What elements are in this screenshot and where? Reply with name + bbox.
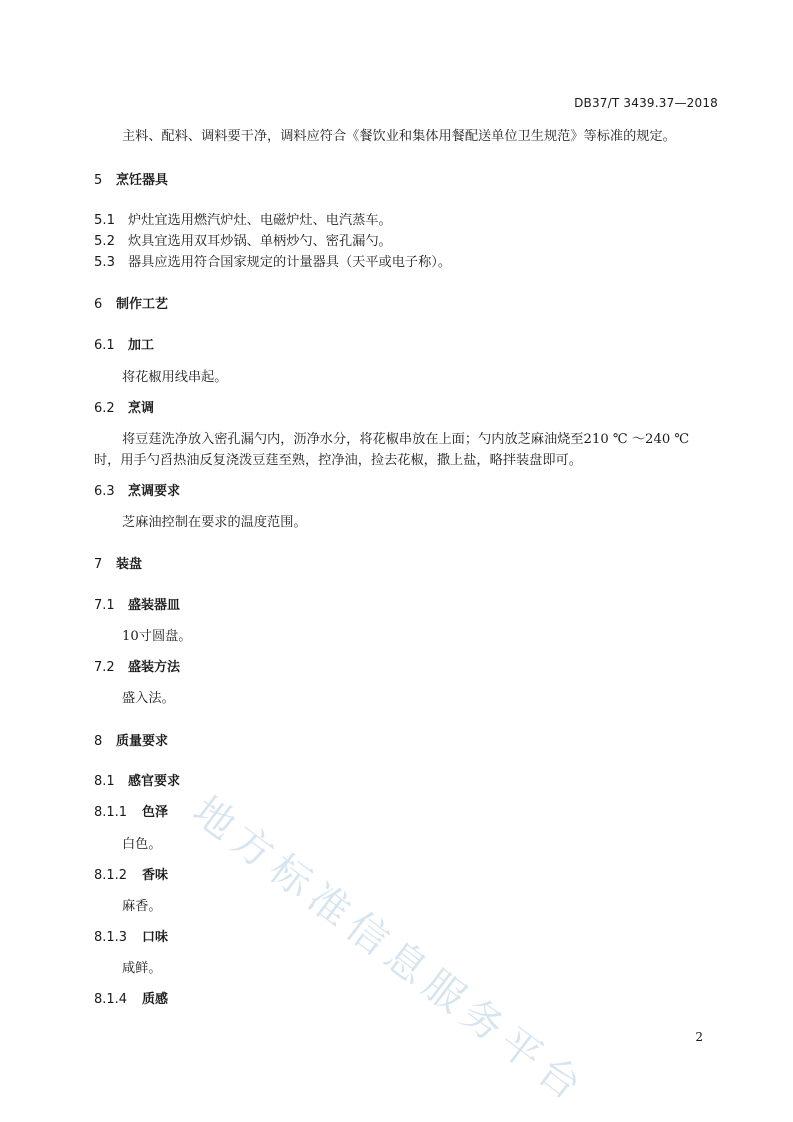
- section-8-1-1-heading: [94, 804, 168, 822]
- section-8-1-4-heading: [94, 991, 168, 1009]
- section-7-2-text: 盛入法。: [122, 691, 175, 706]
- section-number: 8: [94, 734, 103, 749]
- section-number: 6: [94, 297, 103, 312]
- item-5-1: [94, 212, 392, 230]
- section-number: 6.2: [94, 401, 115, 416]
- section-number: 8.1.2: [94, 868, 128, 883]
- item-5-3: [94, 254, 451, 272]
- section-8-1-2-text: 麻香。: [122, 899, 162, 914]
- section-6-2-heading: [94, 400, 154, 418]
- section-8-1-3-text: 咸鲜。: [122, 961, 162, 976]
- section-7-2-heading: [94, 659, 180, 677]
- section-title: 口味: [142, 930, 169, 945]
- section-number: 7.2: [94, 660, 115, 675]
- intro-paragraph: 主料、配料、调料要干净，调料应符合《餐饮业和集体用餐配送单位卫生规范》等标准的规定。: [122, 129, 676, 144]
- section-number: 7.1: [94, 598, 115, 613]
- section-8-1-heading: [94, 773, 180, 791]
- section-number: 8.1.4: [94, 992, 128, 1007]
- section-title: 质量要求: [116, 734, 169, 749]
- section-6-1-text: 将花椒用线串起。: [122, 370, 228, 385]
- section-title: 烹调: [128, 401, 155, 416]
- section-number: 6.1: [94, 338, 115, 353]
- item-number: 5.1: [94, 213, 115, 228]
- item-5-2: [94, 233, 392, 251]
- item-number: 5.2: [94, 234, 115, 249]
- section-title: 感官要求: [128, 774, 181, 789]
- document-code: DB37/T 3439.37—2018: [574, 96, 718, 110]
- section-number: 8.1.1: [94, 805, 128, 820]
- page-number: 2: [695, 1030, 703, 1044]
- section-title: 制作工艺: [116, 297, 169, 312]
- section-6-1-heading: [94, 337, 154, 355]
- section-6-heading: [94, 296, 168, 314]
- section-5-heading: [94, 172, 168, 190]
- section-6-3-text: 芝麻油控制在要求的温度范围。: [122, 515, 307, 530]
- section-7-1-heading: [94, 597, 180, 615]
- section-number: 5: [94, 173, 103, 188]
- section-title: 烹调要求: [128, 484, 181, 499]
- watermark: 地方标准信息服务平台: [184, 787, 596, 1114]
- section-8-1-1-text: 白色。: [122, 837, 162, 852]
- section-title: 盛装器皿: [128, 598, 181, 613]
- section-7-heading: [94, 556, 142, 574]
- section-8-heading: [94, 733, 168, 751]
- section-number: 8.1: [94, 774, 115, 789]
- section-title: 烹饪器具: [116, 173, 169, 188]
- item-text: 炉灶宜选用燃汽炉灶、电磁炉灶、电汽蒸车。: [128, 213, 392, 228]
- section-title: 质感: [142, 992, 169, 1007]
- section-8-1-2-heading: [94, 867, 168, 885]
- section-number: 7: [94, 557, 103, 572]
- item-text: 炊具宜选用双耳炒锅、单柄炒勺、密孔漏勺。: [128, 234, 392, 249]
- section-number: 8.1.3: [94, 930, 128, 945]
- section-7-1-text: 10寸圆盘。: [122, 629, 192, 644]
- item-number: 5.3: [94, 255, 115, 270]
- section-title: 加工: [128, 338, 155, 353]
- section-title: 盛装方法: [128, 660, 181, 675]
- section-8-1-3-heading: [94, 929, 168, 947]
- section-title: 装盘: [116, 557, 143, 572]
- section-6-3-heading: [94, 483, 180, 501]
- item-text: 器具应选用符合国家规定的计量器具（天平或电子称）。: [128, 255, 452, 270]
- section-6-2-text-line1: 将豆莛洗净放入密孔漏勺内，沥净水分，将花椒串放在上面；勺内放芝麻油烧至210 ℃ ～240 ℃: [122, 432, 690, 447]
- section-title: 香味: [142, 868, 169, 883]
- section-number: 6.3: [94, 484, 115, 499]
- section-title: 色泽: [142, 805, 169, 820]
- section-6-2-text-line2: 时，用手勺舀热油反复浇泼豆莛至熟，控净油，捡去花椒，撒上盐，略拌装盘即可。: [94, 453, 582, 468]
